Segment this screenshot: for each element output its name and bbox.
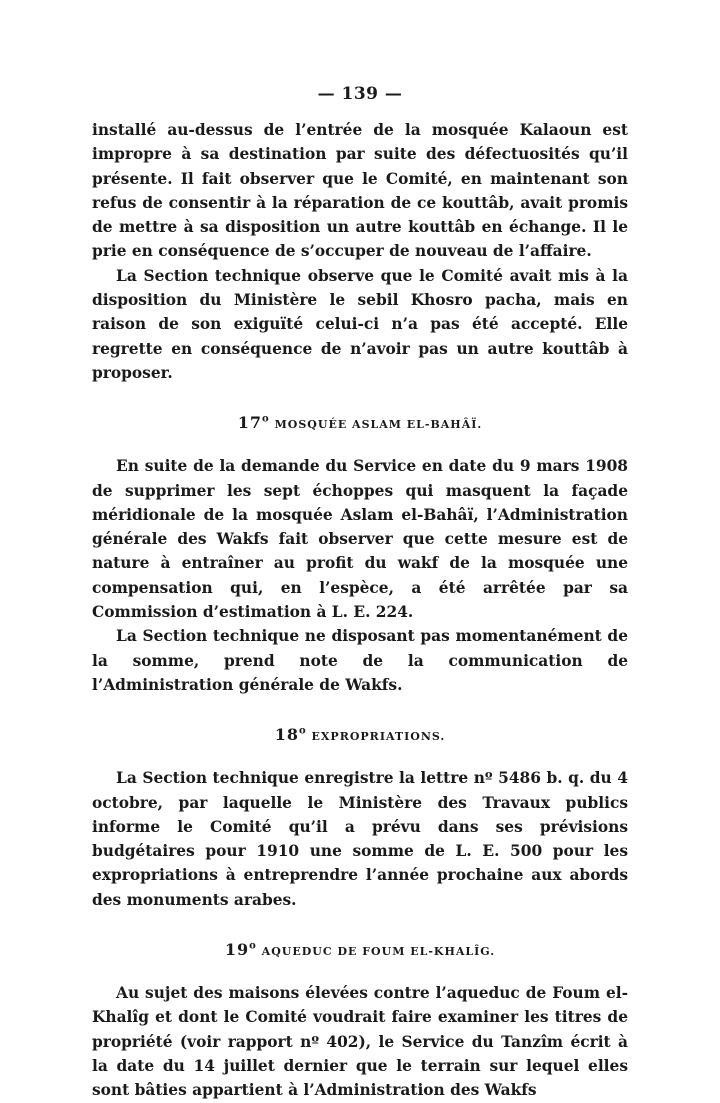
section-number: 18$^o$ [274, 725, 307, 745]
paragraph-kalaoun-kouttab: installé au-dessus de l’entrée de la mosquée Kalaoun est impropre à sa destination par suite des défectuosités qu’il présente. Il fait observer que le Comité, en maintenant son refus de consentir à la réparation de ce kouttâb, avait promis de mettre à sa disposition un autre kouttâb en échange. Il le prie en conséquence de s’occuper de nouveau de l’affaire. [92, 121, 628, 261]
section-title: AQUEDUC DE FOUM EL-KHALÎG. [261, 945, 496, 959]
paragraph-aslam-somme: La Section technique ne disposant pas momentanément de la somme, prend note de la communication de l’Administration générale de Wakfs. [92, 627, 628, 694]
paragraph-sebil-khosro: La Section technique observe que le Comité avait mis à la disposition du Ministère le sebil Khosro pacha, mais en raison de son exiguïté celui-ci n’a pas été accepté. Elle regrette en conséquence de n’avoir pas un autre kouttâb à proposer. [92, 266, 628, 382]
section-heading-17 [92, 413, 628, 432]
paragraph-expropriations: La Section technique enregistre la lettre nº 5486 b. q. du 4 octobre, par laquelle le Ministère des Travaux publics informe le Comité qu’il a prévu dans ses prévisions budgétaires pour 1910 une somme de L. E. 500 pour les expropriations à entreprendre l’année prochaine aux abords des monuments arabes. [92, 769, 628, 909]
section-heading-19 [92, 940, 628, 959]
section-number: 17$^o$ [237, 413, 270, 433]
paragraph-aslam-echoppes: En suite de la demande du Service en date du 9 mars 1908 de supprimer les sept échoppes qui masquent la façade méridionale de la mosquée Aslam el-Bahâï, l’Administration générale des Wakfs fait observer que cette mesure est de nature à entraîner au profit du wakf de la mosquée une compensation qui, en l’espèce, a été arrêtée par sa Commission d’estimation à L. E. 224. [92, 457, 628, 622]
paragraph-aqueduc: Au sujet des maisons élevées contre l’aqueduc de Foum el-Khalîg et dont le Comité voudrait faire examiner les titres de propriété (voir rapport nº 402), le Service du Tanzîm écrit à la date du 14 juillet dernier que le terrain sur lequel elles sont bâties appartient à l’Administration des Wakfs [92, 984, 628, 1100]
section-title: MOSQUÉE ASLAM EL-BAHÂÏ. [274, 418, 483, 432]
section-heading-18 [92, 725, 628, 744]
document-page [92, 84, 628, 1103]
page-number: — 139 — [317, 84, 403, 104]
section-title: EXPROPRIATIONS. [311, 730, 446, 744]
section-number: 19$^o$ [224, 940, 257, 960]
